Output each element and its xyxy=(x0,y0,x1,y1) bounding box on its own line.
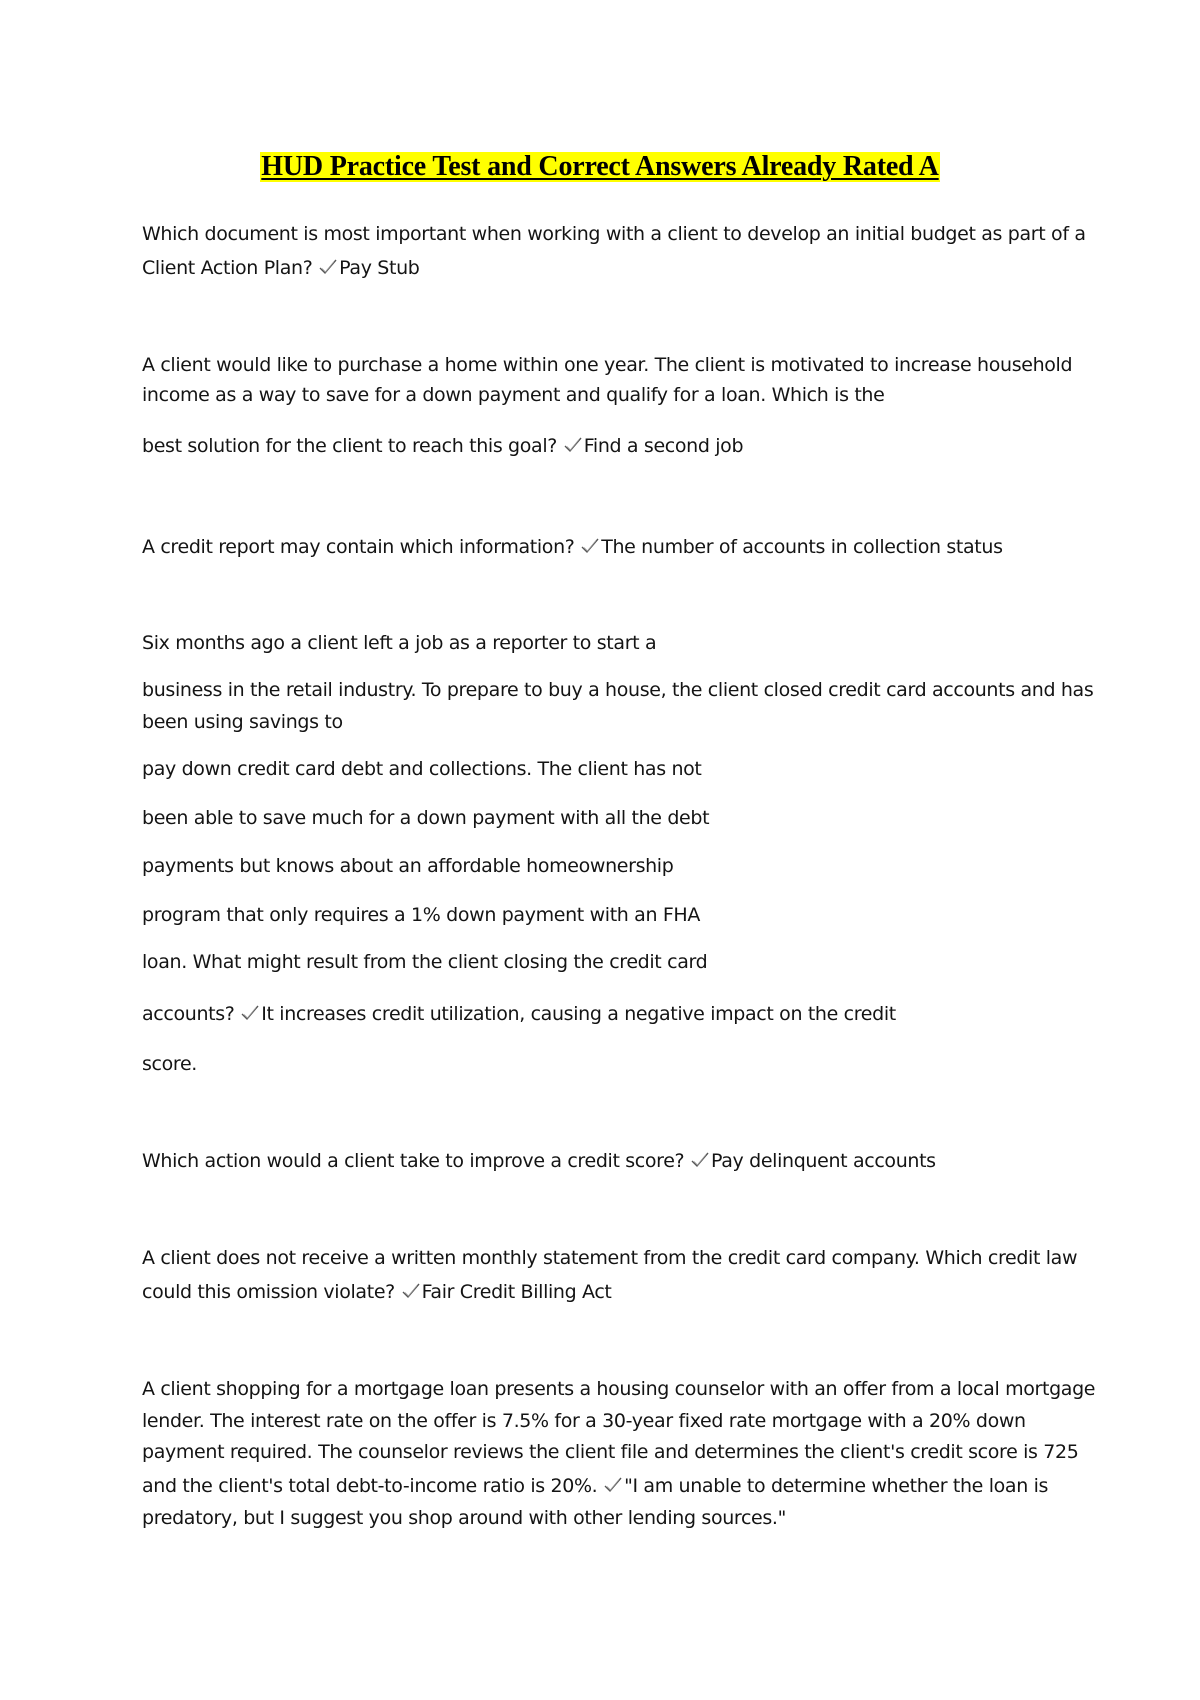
check-mark-icon xyxy=(563,436,583,454)
question-2-line-1 xyxy=(142,353,1082,377)
question-4-line-2 xyxy=(142,678,1094,702)
title-container xyxy=(0,152,1200,182)
question-5-answer: Pay delinquent accounts xyxy=(710,1150,936,1172)
question-1-text: Which document is most important when working with a client to develop an initial budget as part of a xyxy=(142,223,1086,245)
question-5-text: Which action would a client take to improve a credit score? xyxy=(142,1150,685,1172)
question-7-line-1 xyxy=(142,1377,1096,1401)
question-4-text: loan. What might result from the client closing the credit card xyxy=(142,951,708,973)
check-mark-icon xyxy=(401,1282,421,1300)
question-7-text: A client shopping for a mortgage loan presents a housing counselor with an offer from a local mortgage xyxy=(142,1378,1096,1400)
question-1-text: Client Action Plan? xyxy=(142,257,313,279)
question-7-line-2 xyxy=(142,1409,1082,1433)
check-mark-icon xyxy=(240,1004,260,1022)
question-7-text: and the client's total debt-to-income ratio is 20%. xyxy=(142,1475,598,1497)
question-4-text: business in the retail industry. To prepare to buy a house, the client closed credit card accounts and has xyxy=(142,679,1094,701)
question-6-text: A client does not receive a written monthly statement from the credit card company. Which credit law xyxy=(142,1247,1078,1269)
check-mark-icon xyxy=(690,1151,710,1169)
question-7-answer-continued: predatory, but I suggest you shop around with other lending sources." xyxy=(142,1507,787,1529)
question-4-text: Six months ago a client left a job as a reporter to start a xyxy=(142,632,657,654)
question-2-line-2 xyxy=(142,383,1082,407)
question-6-line-1 xyxy=(142,1246,1082,1270)
check-mark-icon xyxy=(580,537,600,555)
question-4-text: program that only requires a 1% down payment with an FHA xyxy=(142,904,701,926)
question-6-line-2 xyxy=(142,1280,1082,1304)
question-4-text: been able to save much for a down payment with all the debt xyxy=(142,807,710,829)
question-7-text: payment required. The counselor reviews the client file and determines the client's credit score is 725 xyxy=(142,1441,1079,1463)
question-4-line-8 xyxy=(142,950,1082,974)
question-4-answer-continued: score. xyxy=(142,1053,197,1075)
question-3-line-1 xyxy=(142,535,1082,559)
question-4-line-10 xyxy=(142,1052,1082,1076)
question-2-answer: Find a second job xyxy=(583,435,744,457)
question-2-line-3 xyxy=(142,434,1082,458)
question-7-line-5 xyxy=(142,1506,1082,1530)
question-3-text: A credit report may contain which information? xyxy=(142,536,575,558)
question-4-line-7 xyxy=(142,903,1082,927)
document-title: HUD Practice Test and Correct Answers Already Rated A xyxy=(261,151,939,182)
question-2-text: income as a way to save for a down payment and qualify for a loan. Which is the xyxy=(142,384,885,406)
question-1-line-1 xyxy=(142,222,1086,246)
question-4-text: pay down credit card debt and collections. The client has not xyxy=(142,758,702,780)
question-3-answer: The number of accounts in collection status xyxy=(601,536,1003,558)
question-2-text: best solution for the client to reach this goal? xyxy=(142,435,557,457)
question-4-line-1 xyxy=(142,631,1082,655)
question-6-answer: Fair Credit Billing Act xyxy=(421,1281,612,1303)
question-2-text: A client would like to purchase a home within one year. The client is motivated to increase household xyxy=(142,354,1073,376)
question-7-text: lender. The interest rate on the offer is 7.5% for a 30-year fixed rate mortgage with a 20% down xyxy=(142,1410,1026,1432)
question-4-line-6 xyxy=(142,854,1082,878)
question-4-text: accounts? xyxy=(142,1003,235,1025)
question-6-text: could this omission violate? xyxy=(142,1281,395,1303)
question-1-answer: Pay Stub xyxy=(339,257,420,279)
question-4-line-9 xyxy=(142,1002,1082,1026)
question-4-answer: It increases credit utilization, causing a negative impact on the credit xyxy=(261,1003,896,1025)
question-4-text: payments but knows about an affordable homeownership xyxy=(142,855,674,877)
question-7-line-4 xyxy=(142,1474,1082,1498)
question-1-line-2 xyxy=(142,256,1082,280)
question-4-line-3 xyxy=(142,710,1082,734)
check-mark-icon xyxy=(603,1476,623,1494)
question-7-line-3 xyxy=(142,1440,1082,1464)
question-5-line-1 xyxy=(142,1149,1082,1173)
question-4-line-5 xyxy=(142,806,1082,830)
check-mark-icon xyxy=(318,258,338,276)
question-7-answer: "I am unable to determine whether the loan is xyxy=(624,1475,1049,1497)
question-4-text: been using savings to xyxy=(142,711,343,733)
question-4-line-4 xyxy=(142,757,1082,781)
